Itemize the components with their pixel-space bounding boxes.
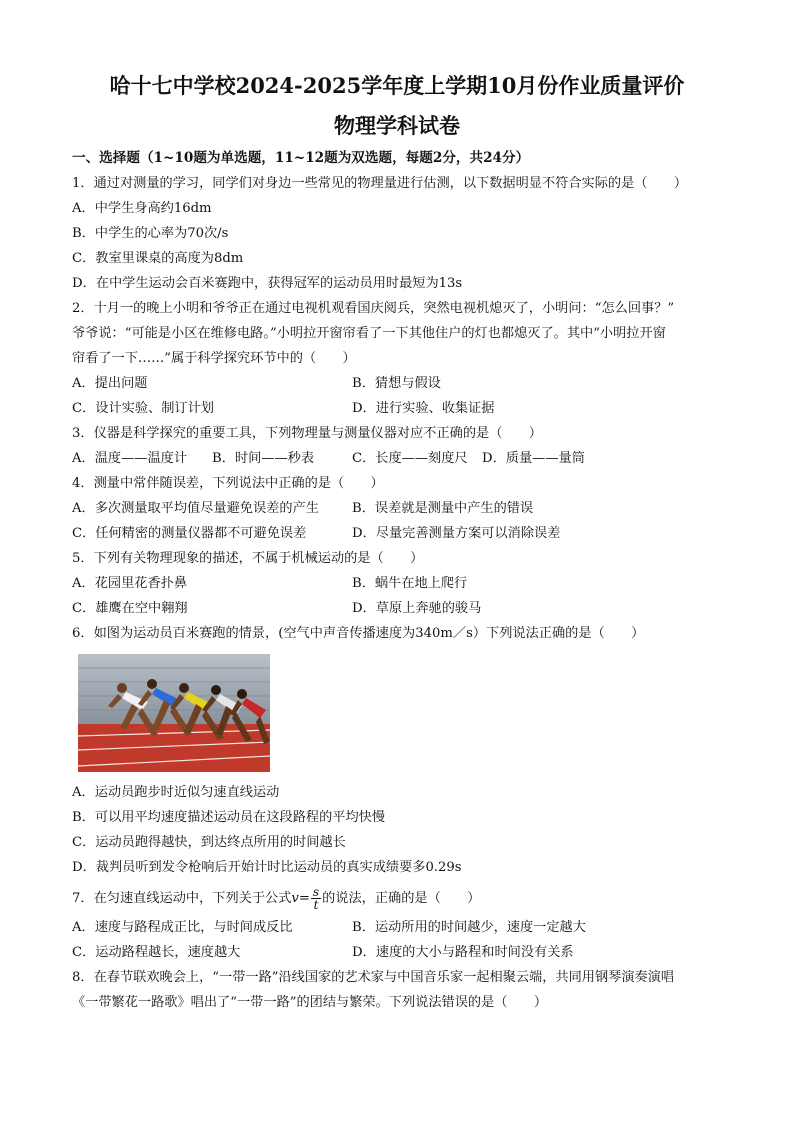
question-4-options-row2 [72, 521, 732, 546]
question-7-options-row1 [72, 915, 732, 940]
question-2-stem-line1: 2．十月一的晚上小明和爷爷正在通过电视机观看国庆阅兵，突然电视机熄灭了，小明问：“怎么回事？” [72, 301, 675, 316]
question-2-option-c: C．设计实验、制订计划 [72, 401, 214, 416]
question-2-stem-line2: 爷爷说：“可能是小区在维修电路。”小明拉开窗帘看了一下其他住户的灯也都熄灭了。其中“小明拉开窗 [72, 326, 666, 341]
question-7-stem-post: 的说法，正确的是（ ） [322, 891, 481, 906]
question-8-stem-line1: 8．在春节联欢晚会上，“一带一路”沿线国家的艺术家与中国音乐家一起相聚云端，共同用钢琴演奏演唱 [72, 970, 675, 985]
formula-denominator: t [313, 898, 319, 912]
question-1-option-d: D．在中学生运动会百米赛跑中，获得冠军的运动员用时最短为13s [72, 276, 463, 291]
question-4-option-b: B．误差就是测量中产生的错误 [352, 501, 534, 516]
question-6-option-c: C．运动员跑得越快，到达终点所用的时间越长 [72, 835, 346, 850]
question-3-option-d: D．质量——量筒 [482, 451, 585, 466]
question-3-option-a: A．温度——温度计 [72, 451, 188, 466]
question-6-option-a: A．运动员跑步时近似匀速直线运动 [72, 785, 280, 800]
question-1-stem: 1．通过对测量的学习，同学们对身边一些常见的物理量进行估测，以下数据明显不符合实际的是（ ） [72, 176, 688, 191]
question-7-stem [72, 886, 732, 911]
question-2-stem-line3: 帘看了一下……”属于科学探究环节中的（ ） [72, 351, 356, 366]
question-3-option-b: B．时间——秒表 [212, 451, 315, 466]
question-1-option-b: B．中学生的心率为70次/s [72, 226, 229, 241]
formula-numerator: s [312, 885, 320, 899]
formula-fraction [311, 886, 321, 911]
sprinters-photo [78, 654, 270, 772]
question-3-stem: 3．仪器是科学探究的重要工具，下列物理量与测量仪器对应不正确的是（ ） [72, 426, 542, 441]
section-heading: 一、选择题（1~10题为单选题，11~12题为双选题，每题2分，共24分） [72, 150, 530, 166]
question-5-option-d: D．草原上奔驰的骏马 [352, 601, 482, 616]
question-6-option-b: B．可以用平均速度描述运动员在这段路程的平均快慢 [72, 810, 386, 825]
question-4-options-row1 [72, 496, 732, 521]
question-7-stem-pre: 7．在匀速直线运动中，下列关于公式 [72, 891, 292, 906]
question-2-option-b: B．猜想与假设 [352, 376, 441, 391]
exam-title: 哈十七中学校2024-2025学年度上学期10月份作业质量评价 [109, 73, 685, 98]
question-1-option-a: A．中学生身高约16dm [72, 201, 212, 216]
question-5-options-row1 [72, 571, 732, 596]
formula-v: v [291, 891, 299, 906]
exam-content [72, 146, 732, 1015]
question-6-option-d: D．裁判员听到发令枪响后开始计时比运动员的真实成绩要多0.29s [72, 860, 462, 875]
question-5-stem: 5．下列有关物理现象的描述，不属于机械运动的是（ ） [72, 551, 424, 566]
question-2-options-row1 [72, 371, 732, 396]
question-7-option-c: C．运动路程越长，速度越大 [72, 945, 241, 960]
question-5-option-a: A．花园里花香扑鼻 [72, 576, 188, 591]
question-2-option-d: D．进行实验、收集证据 [352, 401, 495, 416]
question-5-option-c: C．雄鹰在空中翱翔 [72, 601, 188, 616]
question-3-options [72, 446, 732, 471]
question-4-stem: 4．测量中常伴随误差，下列说法中正确的是（ ） [72, 476, 384, 491]
question-7-option-b: B．运动所用的时间越少，速度一定越大 [352, 920, 586, 935]
question-6-stem: 6．如图为运动员百米赛跑的情景，(空气中声音传播速度为340m／s）下列说法正确的是（ ） [72, 626, 645, 641]
question-2-option-a: A．提出问题 [72, 376, 148, 391]
question-2-options-row2 [72, 396, 732, 421]
question-3-option-c: C．长度——刻度尺 [352, 451, 468, 466]
question-1-option-c: C．教室里课桌的高度为8dm [72, 251, 244, 266]
question-5-option-b: B．蜗牛在地上爬行 [352, 576, 468, 591]
question-7-option-a: A．速度与路程成正比，与时间成反比 [72, 920, 293, 935]
formula-equals: = [298, 891, 310, 906]
question-4-option-a: A．多次测量取平均值尽量避免误差的产生 [72, 501, 319, 516]
question-7-options-row2 [72, 940, 732, 965]
question-4-option-c: C．任何精密的测量仪器都不可避免误差 [72, 526, 307, 541]
question-4-option-d: D．尽量完善测量方案可以消除误差 [352, 526, 561, 541]
question-8-stem-line2: 《一带繁花一路歌》唱出了“一带一路”的团结与繁荣。下列说法错误的是（ ） [72, 995, 548, 1010]
question-7-option-d: D．速度的大小与路程和时间没有关系 [352, 945, 574, 960]
question-5-options-row2 [72, 596, 732, 621]
exam-subtitle: 物理学科试卷 [334, 113, 460, 138]
